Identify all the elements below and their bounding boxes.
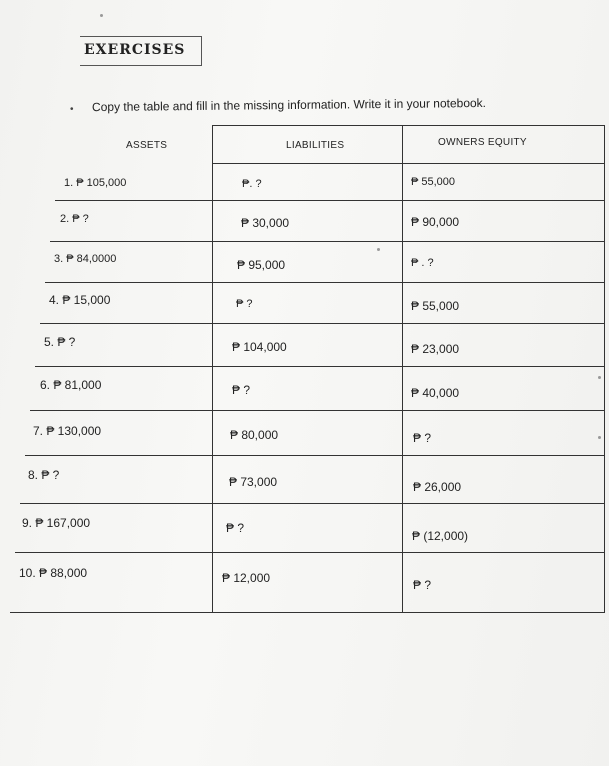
- column-divider: [402, 125, 403, 612]
- liabilities-cell: ₱ 80,000: [230, 428, 279, 442]
- row-rule: [30, 410, 605, 411]
- assets-cell: 5. ₱ ?: [44, 335, 76, 349]
- assets-cell: 8. ₱ ?: [28, 468, 60, 482]
- assets-cell: 6. ₱ 81,000: [40, 378, 102, 392]
- paper-speck: [377, 248, 380, 251]
- row-rule: [15, 552, 605, 553]
- liabilities-cell: ₱ ?: [232, 383, 251, 397]
- page-title: EXERCISES: [84, 42, 186, 58]
- column-header-assets: ASSETS: [126, 140, 168, 151]
- bullet-mark: •: [70, 104, 74, 115]
- column-header-liabilities: LIABILITIES: [286, 140, 345, 151]
- assets-cell: 2. ₱ ?: [60, 213, 89, 225]
- paper-speck: [598, 436, 601, 439]
- equity-cell: ₱ 55,000: [411, 176, 456, 188]
- assets-cell: 7. ₱ 130,000: [33, 424, 102, 438]
- equity-cell: ₱ . ?: [411, 257, 434, 269]
- liabilities-cell: ₱ 95,000: [237, 258, 286, 272]
- liabilities-cell: ₱ 12,000: [222, 571, 271, 585]
- liabilities-cell: ₱ ?: [236, 298, 253, 310]
- instruction-text: Copy the table and fill in the missing information. Write it in your notebook.: [91, 95, 487, 115]
- assets-cell: 10. ₱ 88,000: [19, 566, 88, 580]
- liabilities-cell: ₱ ?: [226, 521, 245, 535]
- row-rule: [55, 200, 605, 201]
- equity-cell: ₱ ?: [413, 431, 432, 445]
- equity-cell: ₱ 26,000: [413, 480, 462, 494]
- assets-cell: 9. ₱ 167,000: [22, 516, 91, 530]
- heading-box: [80, 36, 202, 66]
- header-rule: [212, 163, 604, 164]
- equity-cell: ₱ 23,000: [411, 342, 460, 356]
- table-bottom-line: [10, 612, 605, 613]
- row-rule: [25, 455, 605, 456]
- row-rule: [50, 241, 605, 242]
- paper-speck: [598, 376, 601, 379]
- equity-cell: ₱ (12,000): [412, 529, 469, 543]
- equity-cell: ₱ ?: [413, 578, 432, 592]
- assets-cell: 1. ₱ 105,000: [64, 177, 127, 189]
- liabilities-cell: ₱. ?: [242, 178, 262, 190]
- row-rule: [20, 503, 605, 504]
- row-rule: [40, 323, 605, 324]
- equity-cell: ₱ 90,000: [411, 215, 460, 229]
- assets-cell: 4. ₱ 15,000: [49, 293, 111, 307]
- column-header-owners-equity: OWNERS EQUITY: [438, 137, 527, 148]
- liabilities-cell: ₱ 73,000: [229, 475, 278, 489]
- liabilities-cell: ₱ 30,000: [241, 216, 290, 230]
- table-top-line: [212, 125, 604, 126]
- equity-cell: ₱ 55,000: [411, 299, 460, 313]
- column-divider: [212, 125, 213, 612]
- row-rule: [35, 366, 605, 367]
- liabilities-cell: ₱ 104,000: [232, 340, 287, 354]
- equity-cell: ₱ 40,000: [411, 386, 460, 400]
- table-right-edge: [604, 125, 605, 612]
- assets-cell: 3. ₱ 84,0000: [54, 253, 117, 265]
- paper-speck: [100, 14, 103, 17]
- row-rule: [45, 282, 605, 283]
